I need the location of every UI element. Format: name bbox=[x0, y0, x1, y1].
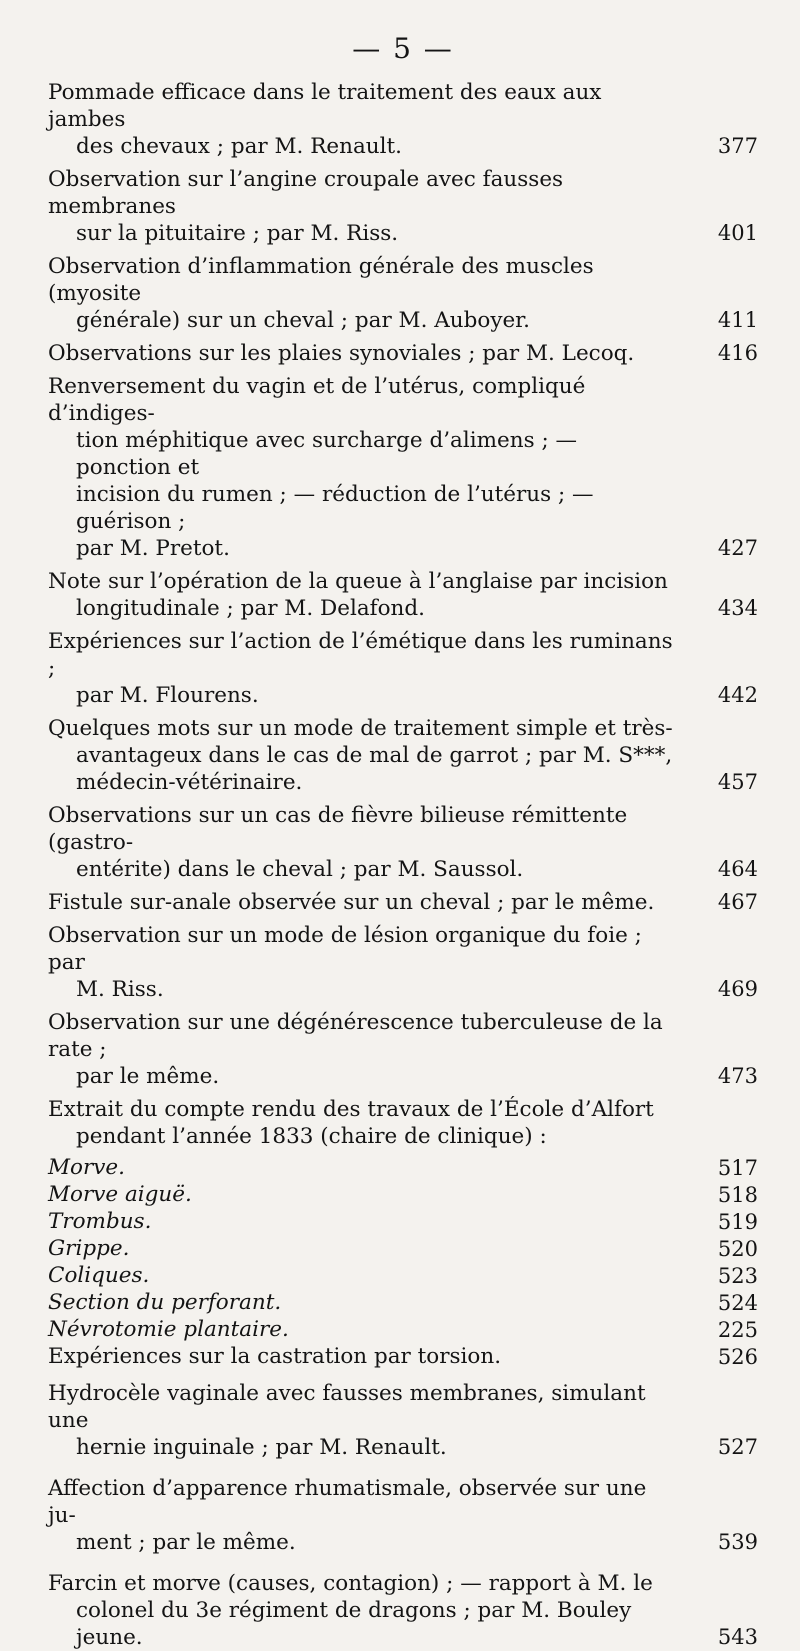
entry-line: Observation d’inflammation générale des muscles (myosite bbox=[48, 254, 594, 306]
toc-entry bbox=[48, 1380, 758, 1461]
spacer bbox=[48, 1372, 758, 1380]
entry-page: 543 bbox=[717, 1625, 758, 1649]
toc-entry bbox=[48, 1009, 758, 1090]
entry-page: 524 bbox=[717, 1291, 758, 1315]
entry-page: 401 bbox=[717, 221, 758, 245]
entry-line: M. Riss. bbox=[76, 977, 164, 1002]
toc-subentry bbox=[48, 1291, 758, 1315]
entry-line: par M. Flourens. bbox=[76, 683, 259, 708]
toc-subentry bbox=[48, 1156, 758, 1180]
entry-line: Observation sur l’angine croupale avec fausses membranes bbox=[48, 167, 564, 219]
entry-line: Quelques mots sur un mode de traitement simple et très- bbox=[48, 716, 673, 741]
entry-line: Fistule sur-anale observée sur un cheval ; par le même. bbox=[48, 890, 655, 915]
entry-line: Grippe. bbox=[48, 1236, 130, 1261]
spacer bbox=[48, 1562, 758, 1570]
entry-line: Trombus. bbox=[48, 1209, 152, 1234]
entry-line: Observations sur un cas de fièvre bilieuse rémittente (gastro- bbox=[48, 803, 628, 855]
entry-page: 377 bbox=[717, 134, 758, 158]
entry-line: Section du perforant. bbox=[48, 1290, 282, 1315]
entry-line: Farcin et morve (causes, contagion) ; — rapport à M. le bbox=[48, 1571, 653, 1596]
entry-line: Morve. bbox=[48, 1155, 125, 1180]
entry-line: Observation sur un mode de lésion organique du foie ; par bbox=[48, 923, 642, 975]
entry-line: incision du rumen ; — réduction de l’utérus ; — guérison ; bbox=[76, 482, 594, 534]
entry-line: Observation sur une dégénérescence tuberculeuse de la rate ; bbox=[48, 1010, 663, 1062]
entry-page: 519 bbox=[717, 1210, 758, 1234]
toc-entry bbox=[48, 628, 758, 709]
entry-page: 527 bbox=[717, 1435, 758, 1459]
entry-line: colonel du 3e régiment de dragons ; par M. Bouley jeune. bbox=[76, 1598, 632, 1650]
entry-line: des chevaux ; par M. Renault. bbox=[76, 134, 402, 159]
spacer bbox=[48, 1467, 758, 1475]
entry-page: 464 bbox=[717, 857, 758, 881]
entry-line: Névrotomie plantaire. bbox=[48, 1317, 289, 1342]
toc-entry bbox=[48, 802, 758, 883]
entry-page: 518 bbox=[717, 1183, 758, 1207]
toc-entry bbox=[48, 166, 758, 247]
entry-page: 442 bbox=[717, 683, 758, 707]
entry-line: tion méphitique avec surcharge d’alimens ; — ponction et bbox=[76, 428, 578, 480]
entry-page: 469 bbox=[717, 977, 758, 1001]
entry-page: 427 bbox=[717, 536, 758, 560]
entry-line: pendant l’année 1833 (chaire de clinique) : bbox=[76, 1124, 547, 1149]
toc-entry bbox=[48, 889, 758, 916]
entry-line: Morve aiguë. bbox=[48, 1182, 192, 1207]
entry-page: 225 bbox=[717, 1318, 758, 1342]
entry-line: entérite) dans le cheval ; par M. Saussol. bbox=[76, 857, 524, 882]
entry-line: Expériences sur la castration par torsion. bbox=[48, 1344, 502, 1369]
toc-entry bbox=[48, 79, 758, 160]
table-of-contents bbox=[48, 79, 758, 1651]
entry-page: 467 bbox=[717, 890, 758, 914]
entry-line: Affection d’apparence rhumatismale, observée sur une ju- bbox=[48, 1476, 647, 1528]
entry-line: médecin-vétérinaire. bbox=[76, 770, 303, 795]
toc-entry bbox=[48, 715, 758, 796]
entry-line: Note sur l’opération de la queue à l’anglaise par incision bbox=[48, 569, 668, 594]
entry-line: Hydrocèle vaginale avec fausses membranes, simulant une bbox=[48, 1381, 646, 1433]
toc-subentry bbox=[48, 1264, 758, 1288]
entry-page: 523 bbox=[717, 1264, 758, 1288]
entry-page: 539 bbox=[717, 1530, 758, 1554]
entry-line: Renversement du vagin et de l’utérus, compliqué d’indiges- bbox=[48, 374, 586, 426]
toc-entry bbox=[48, 340, 758, 367]
toc-entry bbox=[48, 922, 758, 1003]
entry-line: Extrait du compte rendu des travaux de l’École d’Alfort bbox=[48, 1097, 654, 1122]
entry-page: 473 bbox=[717, 1064, 758, 1088]
entry-line: Expériences sur l’action de l’émétique dans les ruminans ; bbox=[48, 629, 673, 681]
entry-line: par le même. bbox=[76, 1064, 220, 1089]
entry-page: 411 bbox=[717, 308, 758, 332]
entry-line: Coliques. bbox=[48, 1263, 150, 1288]
toc-subentry bbox=[48, 1318, 758, 1342]
entry-page: 416 bbox=[717, 341, 758, 365]
entry-line: ment ; par le même. bbox=[76, 1530, 296, 1555]
toc-entry bbox=[48, 1570, 758, 1651]
entry-line: hernie inguinale ; par M. Renault. bbox=[76, 1435, 447, 1460]
entry-line: par M. Pretot. bbox=[76, 536, 230, 561]
entry-page: 520 bbox=[717, 1237, 758, 1261]
toc-subentry bbox=[48, 1237, 758, 1261]
entry-line: Pommade efficace dans le traitement des eaux aux jambes bbox=[48, 80, 602, 132]
entry-line: sur la pituitaire ; par M. Riss. bbox=[76, 221, 399, 246]
toc-entry bbox=[48, 253, 758, 334]
page-number: — 5 — bbox=[352, 32, 454, 65]
toc-section-heading bbox=[48, 1096, 758, 1150]
toc-subentry bbox=[48, 1210, 758, 1234]
toc-entry bbox=[48, 1475, 758, 1556]
entry-page: 457 bbox=[717, 770, 758, 794]
entry-page: 517 bbox=[717, 1156, 758, 1180]
toc-entry bbox=[48, 568, 758, 622]
entry-line: avantageux dans le cas de mal de garrot ; par M. S***, bbox=[76, 743, 673, 768]
entry-line: Observations sur les plaies synoviales ; par M. Lecoq. bbox=[48, 341, 635, 366]
toc-entry bbox=[48, 373, 758, 562]
toc-subentry bbox=[48, 1345, 758, 1369]
toc-subentry bbox=[48, 1183, 758, 1207]
entry-line: longitudinale ; par M. Delafond. bbox=[76, 596, 425, 621]
entry-page: 434 bbox=[717, 596, 758, 620]
entry-line: générale) sur un cheval ; par M. Auboyer. bbox=[76, 308, 530, 333]
entry-page: 526 bbox=[717, 1345, 758, 1369]
